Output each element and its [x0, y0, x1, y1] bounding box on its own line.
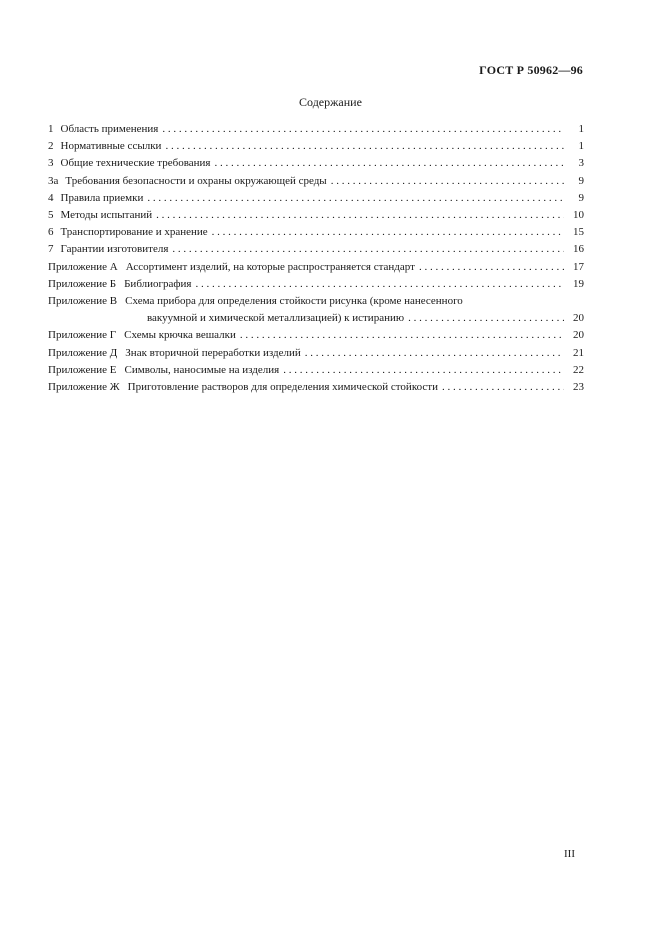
dot-leader: [283, 362, 564, 379]
toc-entry-label: Общие технические требования: [60, 157, 211, 170]
dot-leader: [214, 155, 564, 172]
toc-entry[interactable]: [48, 241, 584, 258]
dot-leader: [147, 190, 564, 207]
toc-entry-number: 4: [48, 191, 54, 204]
dot-leader: [172, 241, 564, 258]
toc-entry-number: 5: [48, 209, 54, 222]
table-of-contents: [48, 121, 584, 396]
toc-entry-page: 10: [573, 209, 584, 222]
toc-entry-number: Приложение Б: [48, 277, 117, 290]
toc-entry-appendix[interactable]: [48, 379, 584, 396]
toc-entry-label: Схемы крючка вешалки: [124, 329, 236, 342]
toc-entry-page: 21: [573, 346, 584, 359]
toc-entry-page: 1: [578, 140, 584, 153]
toc-entry-page: 20: [573, 329, 584, 342]
toc-entry-label: Схема прибора для определения стойкости рисунка (кроме нанесенного: [125, 295, 463, 308]
dot-leader: [162, 121, 564, 138]
toc-entry-number: Приложение А: [48, 260, 118, 273]
toc-entry-number: Приложение В: [48, 295, 118, 308]
toc-entry-label: Требования безопасности и охраны окружающей среды: [65, 174, 327, 187]
dot-leader: [212, 224, 564, 241]
toc-entry[interactable]: [48, 173, 584, 190]
toc-entry-label: Правила приемки: [60, 191, 144, 204]
toc-entry-number: 2: [48, 140, 54, 153]
toc-entry-number: Приложение Д: [48, 346, 118, 359]
toc-entry-number: Приложение Г: [48, 329, 117, 342]
toc-entry-page: 9: [578, 191, 584, 204]
toc-entry-number: Приложение Е: [48, 363, 117, 376]
dot-leader: [165, 138, 564, 155]
toc-entry-appendix[interactable]: [48, 259, 584, 276]
toc-entry-page: 15: [573, 226, 584, 239]
toc-entry[interactable]: [48, 138, 584, 155]
toc-entry-appendix[interactable]: [48, 345, 584, 362]
toc-entry-label: Транспортирование и хранение: [60, 226, 208, 239]
toc-entry-page: 22: [573, 363, 584, 376]
toc-entry-number: 1: [48, 123, 54, 135]
toc-entry-label: Ассортимент изделий, на которые распространяется стандарт: [125, 260, 415, 273]
toc-entry[interactable]: [48, 207, 584, 224]
toc-entry[interactable]: [48, 121, 584, 138]
toc-entry-line: [48, 310, 584, 327]
toc-entry-appendix[interactable]: [48, 276, 584, 293]
dot-leader: [156, 207, 564, 224]
toc-entry-number: 6: [48, 226, 54, 239]
toc-entry[interactable]: [48, 190, 584, 207]
toc-entry-page: 23: [573, 381, 584, 394]
toc-entry-label: Методы испытаний: [60, 209, 153, 222]
toc-entry-number: Приложение Ж: [48, 381, 120, 394]
dot-leader: [442, 379, 564, 396]
toc-title: Содержание: [299, 95, 362, 109]
toc-entry-page: 3: [578, 157, 584, 170]
toc-entry-number: 3а: [48, 174, 59, 187]
toc-entry-page: 17: [573, 260, 584, 273]
toc-entry[interactable]: [48, 155, 584, 172]
toc-entry-page: 19: [573, 277, 584, 290]
document-code: ГОСТ Р 50962—96: [479, 63, 583, 77]
dot-leader: [195, 276, 564, 293]
dot-leader: [240, 327, 564, 344]
dot-leader: [408, 310, 564, 327]
toc-entry-number: 3: [48, 157, 54, 170]
toc-entry-label: Приготовление растворов для определения химической стойкости: [127, 381, 438, 394]
toc-entry-page: 16: [573, 243, 584, 256]
toc-entry-appendix[interactable]: [48, 293, 584, 327]
toc-entry-label: Библиография: [124, 277, 192, 290]
dot-leader: [331, 173, 564, 190]
toc-entry-label: Символы, наносимые на изделия: [124, 363, 280, 376]
page-number: III: [564, 848, 575, 860]
toc-entry-page: 20: [573, 312, 584, 325]
toc-entry-label: Область применения: [60, 123, 159, 135]
toc-entry[interactable]: [48, 224, 584, 241]
toc-entry-label: Нормативные ссылки: [60, 140, 162, 153]
toc-entry-page: 9: [578, 174, 584, 187]
toc-entry-appendix[interactable]: [48, 362, 584, 379]
toc-entry-appendix[interactable]: [48, 327, 584, 344]
toc-entry-label: Гарантии изготовителя: [60, 243, 169, 256]
toc-entry-label: Знак вторичной переработки изделий: [125, 346, 301, 359]
toc-entry-line: [48, 293, 584, 310]
toc-entry-number: 7: [48, 243, 54, 256]
toc-entry-label-continued: вакуумной и химической металлизацией) к истиранию: [147, 312, 405, 325]
dot-leader: [305, 345, 564, 362]
dot-leader: [419, 259, 564, 276]
toc-entry-page: 1: [578, 123, 584, 135]
